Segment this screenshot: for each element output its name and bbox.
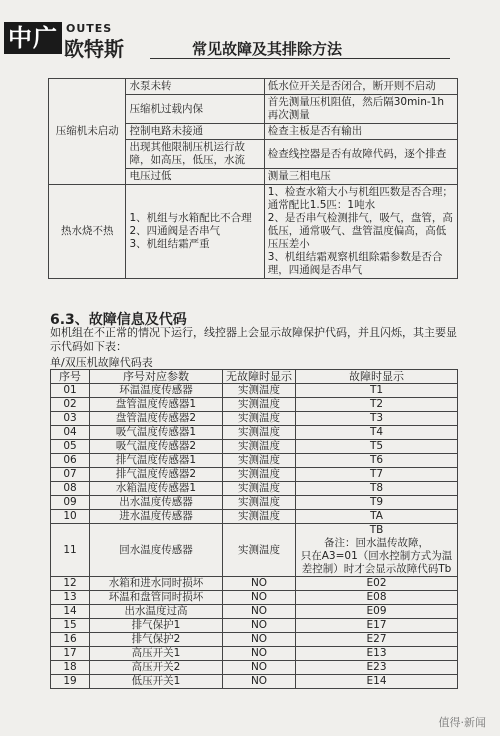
column-header: 序号对应参数 — [90, 370, 223, 384]
table-cell: E17 — [296, 619, 458, 633]
table-cell: 实测温度 — [223, 454, 296, 468]
table-row — [51, 454, 458, 468]
table-cell: 10 — [51, 510, 90, 524]
table-cell: 09 — [51, 496, 90, 510]
table-cell: 排气温度传感器2 — [90, 468, 223, 482]
table-cell: 排气温度传感器1 — [90, 454, 223, 468]
table-cell: T3 — [296, 412, 458, 426]
column-header: 无故障时显示 — [223, 370, 296, 384]
table-cell: E02 — [296, 577, 458, 591]
table-cell: NO — [223, 633, 296, 647]
table-cell: 07 — [51, 468, 90, 482]
table-row — [51, 619, 458, 633]
table-cell: NO — [223, 675, 296, 689]
table-cell: NO — [223, 661, 296, 675]
table-cell: 实测温度 — [223, 440, 296, 454]
title-underline — [150, 58, 450, 59]
table-cell: 19 — [51, 675, 90, 689]
table-cell: 实测温度 — [223, 468, 296, 482]
table-cell: 水箱和进水同时损坏 — [90, 577, 223, 591]
table-cell: NO — [223, 591, 296, 605]
table-cell: E14 — [296, 675, 458, 689]
fault-cause: 控制电路未接通 — [126, 124, 264, 140]
table-row — [51, 633, 458, 647]
table-cell: 排气保护2 — [90, 633, 223, 647]
fault-solution: 低水位开关是否闭合，断开则不启动 — [264, 79, 457, 95]
table-row — [51, 510, 458, 524]
table-cell: 06 — [51, 454, 90, 468]
fault-solution: 首先测量压机阻值，然后隔30min-1h再次测量 — [264, 95, 457, 124]
fault-solution: 检查主板是否有输出 — [264, 124, 457, 140]
table-cell: 11 — [51, 524, 90, 577]
fault-table — [48, 78, 458, 279]
table-cell: 吸气温度传感器1 — [90, 426, 223, 440]
page-header — [0, 0, 500, 70]
fault-category: 压缩机未启动 — [49, 79, 126, 185]
table-cell: 13 — [51, 591, 90, 605]
table-row — [51, 524, 458, 577]
table-cell: E27 — [296, 633, 458, 647]
table-cell: NO — [223, 619, 296, 633]
table-cell: 实测温度 — [223, 482, 296, 496]
column-header: 序号 — [51, 370, 90, 384]
table-cell: 15 — [51, 619, 90, 633]
fault-category: 热水烧不热 — [49, 185, 126, 279]
table-cell: NO — [223, 647, 296, 661]
table-cell: 低压开关1 — [90, 675, 223, 689]
fault-cause: 压缩机过载内保 — [126, 95, 264, 124]
table-row — [51, 468, 458, 482]
table-cell: 04 — [51, 426, 90, 440]
table-cell: 实测温度 — [223, 426, 296, 440]
section-intro: 如机组在不正常的情况下运行，线控器上会显示故障保护代码，并且闪烁，其主要显示代码如下表： — [50, 326, 457, 353]
table-cell: NO — [223, 605, 296, 619]
table-row — [51, 661, 458, 675]
table-row — [51, 675, 458, 689]
table-cell: E13 — [296, 647, 458, 661]
brand-name-en: OUTES — [66, 22, 113, 35]
table-row — [51, 412, 458, 426]
table-cell: T7 — [296, 468, 458, 482]
fault-cause: 出现其他限制压机运行故障，如高压，低压，水流 — [126, 140, 264, 169]
section-title: 6.3、故障信息及代码 — [50, 312, 187, 328]
table-cell: E08 — [296, 591, 458, 605]
column-header: 故障时显示 — [296, 370, 458, 384]
table-subtitle: 单/双压机故障代码表 — [50, 356, 153, 369]
table-cell: E23 — [296, 661, 458, 675]
fault-cause: 电压过低 — [126, 169, 264, 185]
watermark: 值得·新闻 — [438, 716, 486, 729]
fault-row — [49, 185, 458, 279]
table-cell: TA — [296, 510, 458, 524]
fault-row — [49, 79, 458, 95]
table-cell: 实测温度 — [223, 412, 296, 426]
table-cell: 08 — [51, 482, 90, 496]
table-cell: 16 — [51, 633, 90, 647]
brand-name-cn: 欧特斯 — [64, 37, 124, 61]
fault-solution: 1、检查水箱大小与机组匹数是否合理；通常配比1.5匹：1吨水 2、是否串气检测排气，吸气，盘管，高低压，通常吸气、盘管温度偏高，高低压压差小 3、机组结霜观察机组除霜参数是否合理，四通阀是否串气 — [264, 185, 457, 279]
table-cell: T6 — [296, 454, 458, 468]
table-cell: 出水温度传感器 — [90, 496, 223, 510]
table-cell: 01 — [51, 384, 90, 398]
table-cell: 03 — [51, 412, 90, 426]
table-cell: 实测温度 — [223, 496, 296, 510]
table-cell: 实测温度 — [223, 398, 296, 412]
table-row — [51, 496, 458, 510]
fault-solution: 检查线控器是否有故障代码，逐个排查 — [264, 140, 457, 169]
table-row — [51, 482, 458, 496]
table-row — [51, 398, 458, 412]
table-cell: 14 — [51, 605, 90, 619]
fault-solution: 测量三相电压 — [264, 169, 457, 185]
table-cell: 回水温度传感器 — [90, 524, 223, 577]
table-cell: TB 备注：回水温传故障， 只在A3=01（回水控制方式为温差控制）时才会显示故障代码Tb — [296, 524, 458, 577]
table-cell: 实测温度 — [223, 510, 296, 524]
fault-cause: 水泵未转 — [126, 79, 264, 95]
table-cell: 05 — [51, 440, 90, 454]
table-cell: T2 — [296, 398, 458, 412]
table-row — [51, 577, 458, 591]
table-cell: 环温和盘管同时损坏 — [90, 591, 223, 605]
table-cell: 盘管温度传感器2 — [90, 412, 223, 426]
table-row — [51, 591, 458, 605]
table-cell: 18 — [51, 661, 90, 675]
fault-cause: 1、机组与水箱配比不合理 2、四通阀是否串气 3、机组结霜严重 — [126, 185, 264, 279]
table-row — [51, 384, 458, 398]
table-cell: NO — [223, 577, 296, 591]
table-cell: T1 — [296, 384, 458, 398]
table-cell: T5 — [296, 440, 458, 454]
table-cell: 排气保护1 — [90, 619, 223, 633]
table-cell: 高压开关2 — [90, 661, 223, 675]
table-cell: 实测温度 — [223, 524, 296, 577]
table-row — [51, 426, 458, 440]
table-cell: 水箱温度传感器1 — [90, 482, 223, 496]
table-cell: E09 — [296, 605, 458, 619]
table-cell: 出水温度过高 — [90, 605, 223, 619]
table-row — [51, 440, 458, 454]
table-cell: T4 — [296, 426, 458, 440]
table-cell: 进水温度传感器 — [90, 510, 223, 524]
table-row — [51, 605, 458, 619]
page-title: 常见故障及其排除方法 — [192, 40, 343, 58]
table-cell: 02 — [51, 398, 90, 412]
table-cell: 实测温度 — [223, 384, 296, 398]
table-cell: 高压开关1 — [90, 647, 223, 661]
table-cell: 17 — [51, 647, 90, 661]
table-cell: T8 — [296, 482, 458, 496]
table-cell: 吸气温度传感器2 — [90, 440, 223, 454]
table-row — [51, 647, 458, 661]
table-cell: 12 — [51, 577, 90, 591]
fault-code-table — [50, 369, 458, 689]
table-cell: 环温温度传感器 — [90, 384, 223, 398]
brand-logo: 中广 — [4, 22, 62, 54]
table-cell: T9 — [296, 496, 458, 510]
table-cell: 盘管温度传感器1 — [90, 398, 223, 412]
